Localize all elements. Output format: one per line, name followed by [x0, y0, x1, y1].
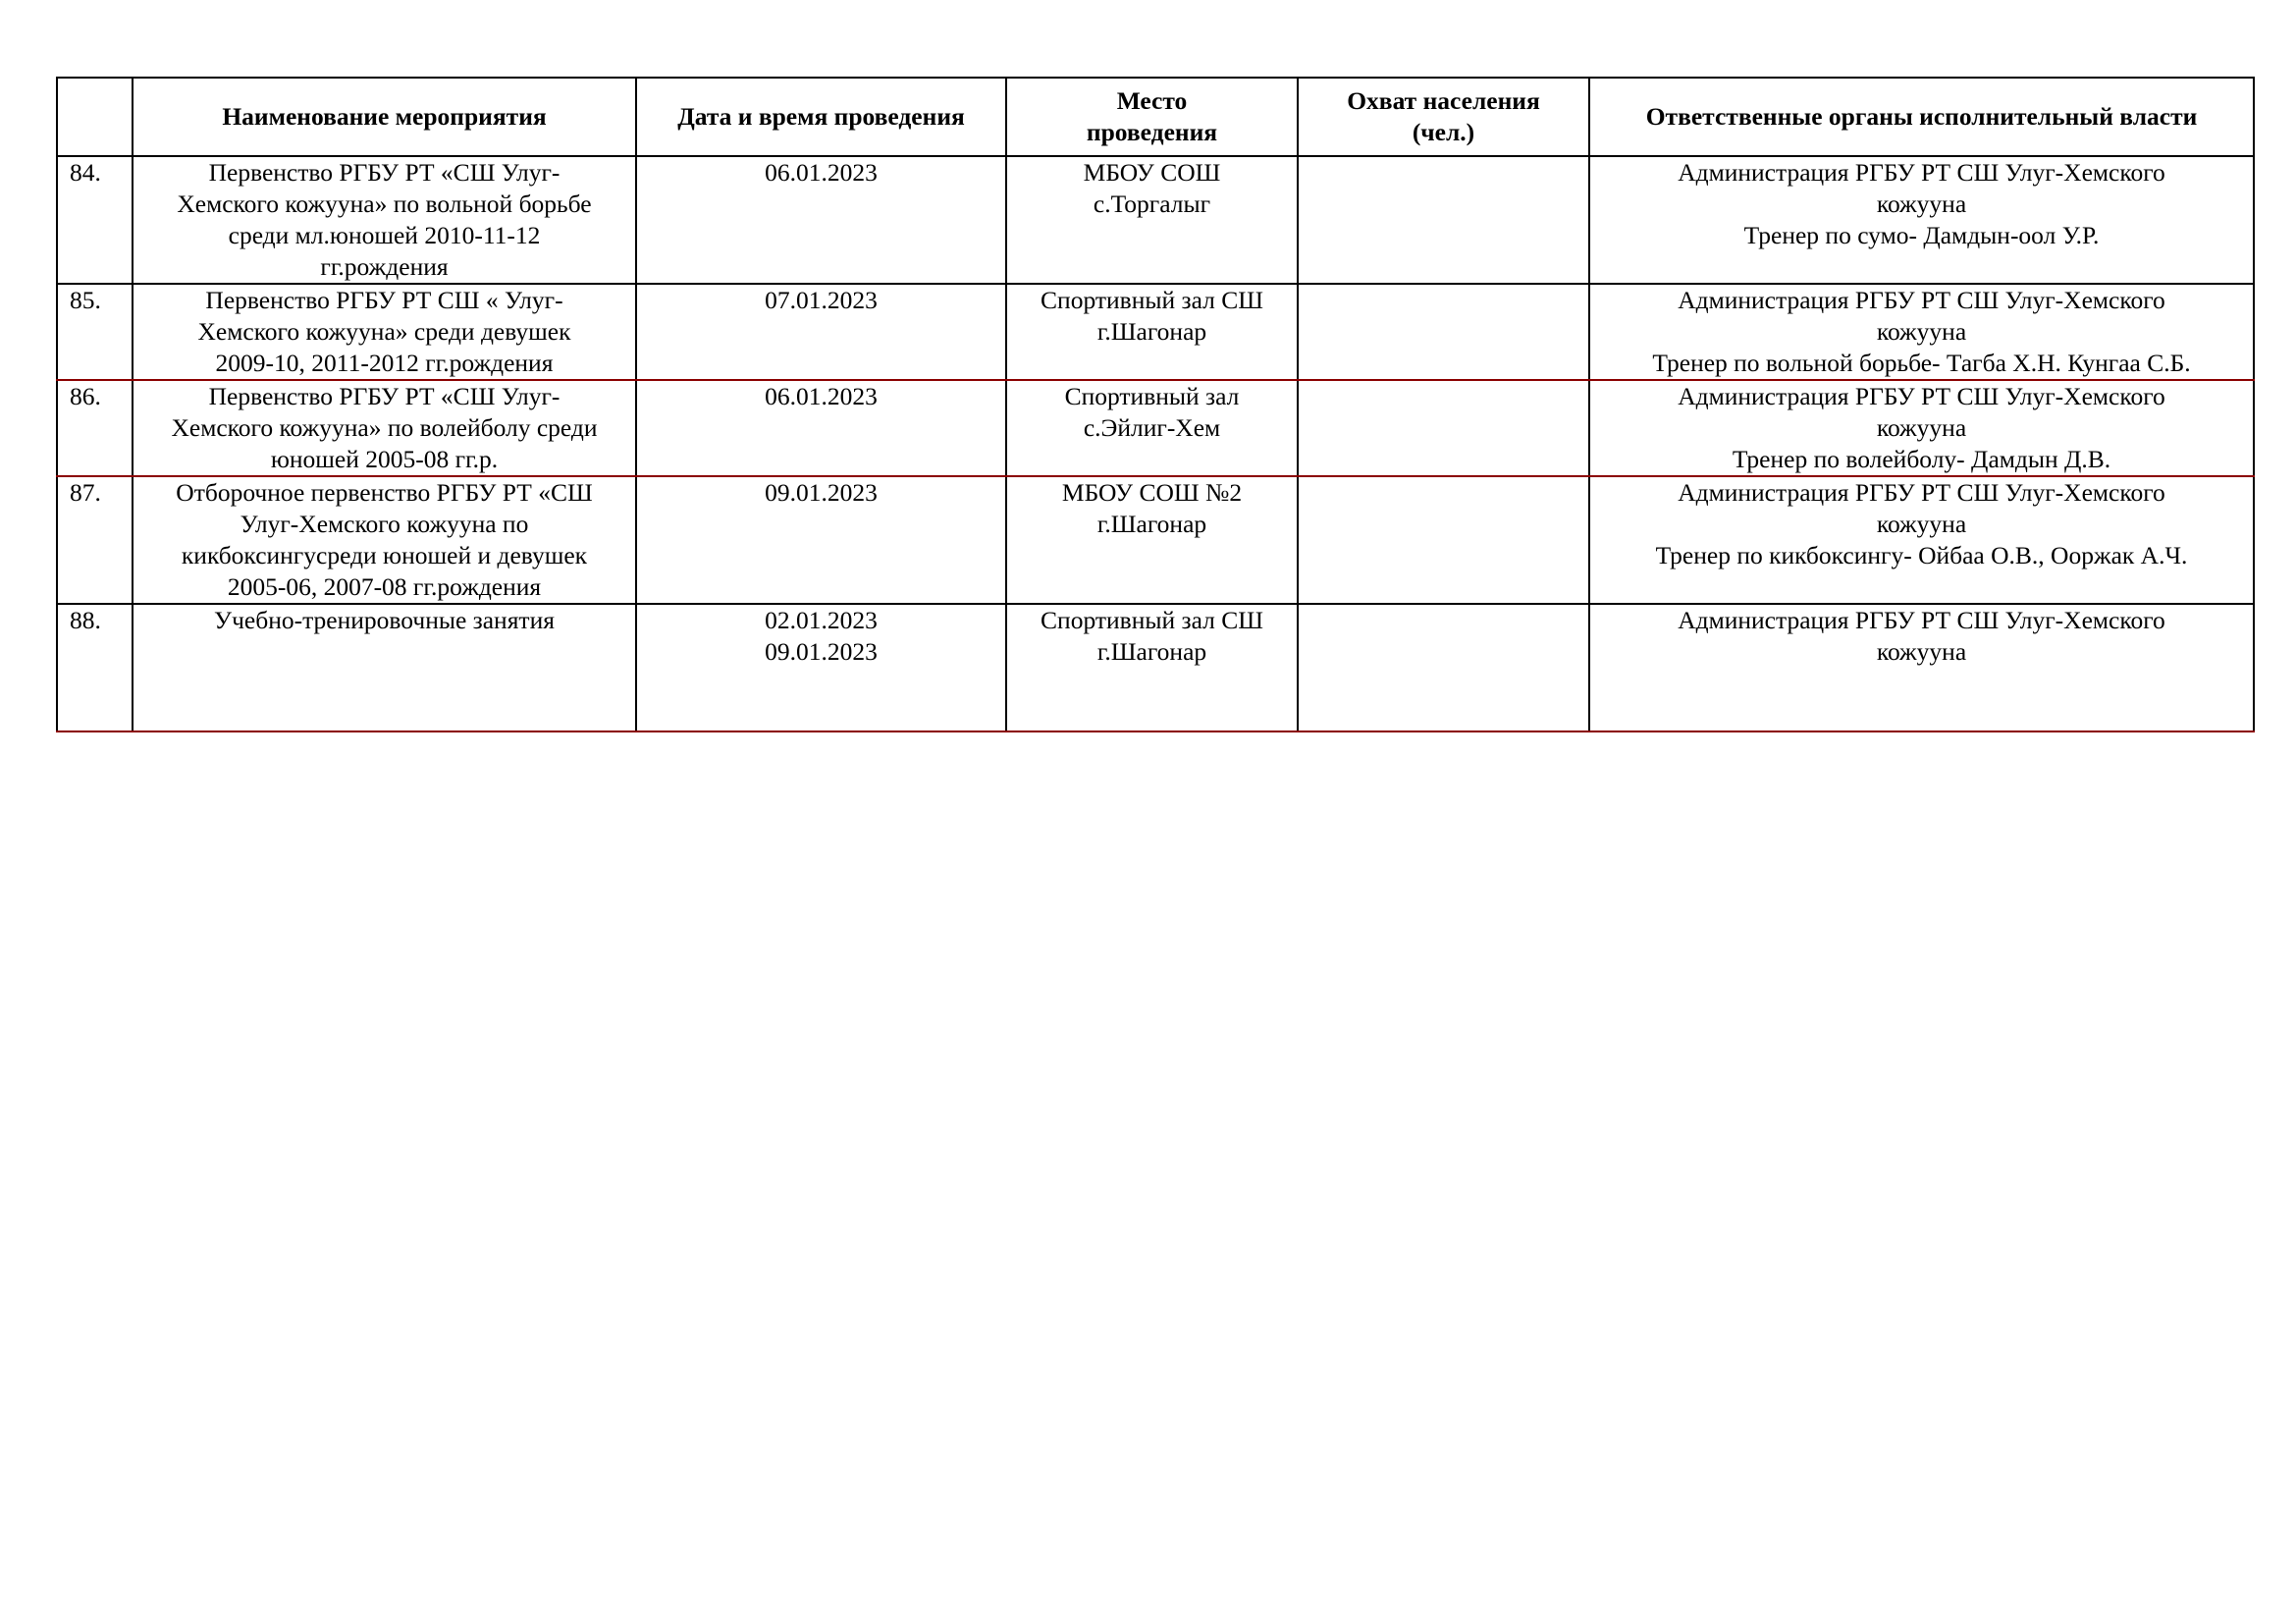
header-event-name: Наименование мероприятия: [133, 78, 636, 156]
event-coverage-cell: [1298, 380, 1589, 476]
event-name-line: Первенство РГБУ РТ «СШ Улуг-: [208, 158, 561, 187]
header-place-line: Место: [1116, 86, 1188, 115]
event-name-cell: [133, 476, 636, 604]
event-place-line: г.Шагонар: [1096, 637, 1207, 666]
event-responsible-cell: [1589, 604, 2254, 731]
event-responsible-cell: [1589, 476, 2254, 604]
row-number: 85.: [57, 284, 133, 380]
event-place-line: Спортивный зал СШ: [1041, 286, 1263, 314]
row-number: 88.: [57, 604, 133, 731]
event-place-line: МБОУ СОШ: [1083, 158, 1221, 187]
event-coverage-cell: [1298, 604, 1589, 731]
event-name-cell: [133, 380, 636, 476]
event-date-cell: [636, 156, 1006, 284]
event-name-line: Учебно-тренировочные занятия: [214, 606, 555, 634]
event-responsible-cell: [1589, 156, 2254, 284]
row-number: 87.: [57, 476, 133, 604]
event-name-line: Первенство РГБУ РТ «СШ Улуг-: [208, 382, 561, 410]
event-responsible-line: Администрация РГБУ РТ СШ Улуг-Хемского: [1678, 478, 2165, 507]
event-responsible-line: кожууна: [1876, 413, 1967, 442]
event-responsible-line: Администрация РГБУ РТ СШ Улуг-Хемского: [1678, 606, 2165, 634]
header-date: Дата и время проведения: [636, 78, 1006, 156]
event-name-line: Первенство РГБУ РТ СШ « Улуг-: [205, 286, 563, 314]
event-name-line: кикбоксингусреди юношей и девушек: [181, 541, 588, 569]
table-row: [57, 156, 2254, 284]
event-date-line: 09.01.2023: [765, 478, 878, 507]
header-number: [57, 78, 133, 156]
event-name-cell: [133, 604, 636, 731]
event-coverage-cell: [1298, 156, 1589, 284]
events-table: [56, 77, 2255, 732]
event-responsible-line: кожууна: [1876, 637, 1967, 666]
event-name-line: Улуг-Хемского кожууна по: [240, 510, 529, 538]
header-place-line: проведения: [1086, 118, 1218, 146]
event-responsible-line: Тренер по волейболу- Дамдын Д.В.: [1732, 445, 2111, 473]
event-date-line: 02.01.2023: [765, 606, 878, 634]
event-name-line: среди мл.юношей 2010-11-12: [228, 221, 541, 249]
event-responsible-line: кожууна: [1876, 189, 1967, 218]
event-responsible-line: кожууна: [1876, 317, 1967, 346]
event-responsible-cell: [1589, 380, 2254, 476]
event-date-line: 09.01.2023: [765, 637, 878, 666]
event-name-line: Отборочное первенство РГБУ РТ «СШ: [176, 478, 593, 507]
event-date-cell: [636, 284, 1006, 380]
event-place-cell: [1006, 284, 1298, 380]
event-name-line: 2009-10, 2011-2012 гг.рождения: [215, 349, 554, 377]
table-row: [57, 284, 2254, 380]
event-coverage-cell: [1298, 476, 1589, 604]
table-row: [57, 476, 2254, 604]
table-row: [57, 604, 2254, 731]
event-date-cell: [636, 604, 1006, 731]
event-place-line: г.Шагонар: [1096, 510, 1207, 538]
event-coverage-cell: [1298, 284, 1589, 380]
event-place-cell: [1006, 476, 1298, 604]
event-place-line: с.Эйлиг-Хем: [1083, 413, 1221, 442]
header-place: [1006, 78, 1298, 156]
event-date-line: 07.01.2023: [765, 286, 878, 314]
event-name-line: 2005-06, 2007-08 гг.рождения: [227, 572, 542, 601]
event-responsible-line: Тренер по сумо- Дамдын-оол У.Р.: [1743, 221, 2100, 249]
event-place-cell: [1006, 380, 1298, 476]
event-responsible-line: Администрация РГБУ РТ СШ Улуг-Хемского: [1678, 286, 2165, 314]
event-name-cell: [133, 156, 636, 284]
event-place-line: Спортивный зал СШ: [1041, 606, 1263, 634]
table-row: [57, 380, 2254, 476]
event-responsible-line: Администрация РГБУ РТ СШ Улуг-Хемского: [1678, 382, 2165, 410]
event-name-line: гг.рождения: [320, 252, 449, 281]
event-responsible-line: Тренер по вольной борьбе- Тагба Х.Н. Кунгаа С.Б.: [1652, 349, 2191, 377]
event-place-line: МБОУ СОШ №2: [1061, 478, 1243, 507]
event-date-cell: [636, 380, 1006, 476]
event-name-line: Хемского кожууна» по вольной борьбе: [177, 189, 592, 218]
event-date-line: 06.01.2023: [765, 382, 878, 410]
event-place-cell: [1006, 604, 1298, 731]
event-responsible-line: Тренер по кикбоксингу- Ойбаа О.В., Ооржак А.Ч.: [1655, 541, 2188, 569]
row-number: 86.: [57, 380, 133, 476]
event-name-line: юношей 2005-08 гг.р.: [270, 445, 499, 473]
event-place-cell: [1006, 156, 1298, 284]
header-coverage-line: Охват населения: [1347, 86, 1540, 115]
event-responsible-cell: [1589, 284, 2254, 380]
header-coverage: [1298, 78, 1589, 156]
event-place-line: с.Торгалыг: [1093, 189, 1211, 218]
event-date-line: 06.01.2023: [765, 158, 878, 187]
table-header-row: [57, 78, 2254, 156]
document-page: [56, 77, 2253, 732]
event-date-cell: [636, 476, 1006, 604]
header-responsible: Ответственные органы исполнительный власти: [1589, 78, 2254, 156]
row-number: 84.: [57, 156, 133, 284]
event-name-line: Хемского кожууна» по волейболу среди: [171, 413, 598, 442]
event-name-cell: [133, 284, 636, 380]
event-place-line: Спортивный зал: [1064, 382, 1240, 410]
event-place-line: г.Шагонар: [1096, 317, 1207, 346]
event-responsible-line: Администрация РГБУ РТ СШ Улуг-Хемского: [1678, 158, 2165, 187]
event-responsible-line: кожууна: [1876, 510, 1967, 538]
event-name-line: Хемского кожууна» среди девушек: [197, 317, 571, 346]
header-coverage-line: (чел.): [1412, 118, 1475, 146]
